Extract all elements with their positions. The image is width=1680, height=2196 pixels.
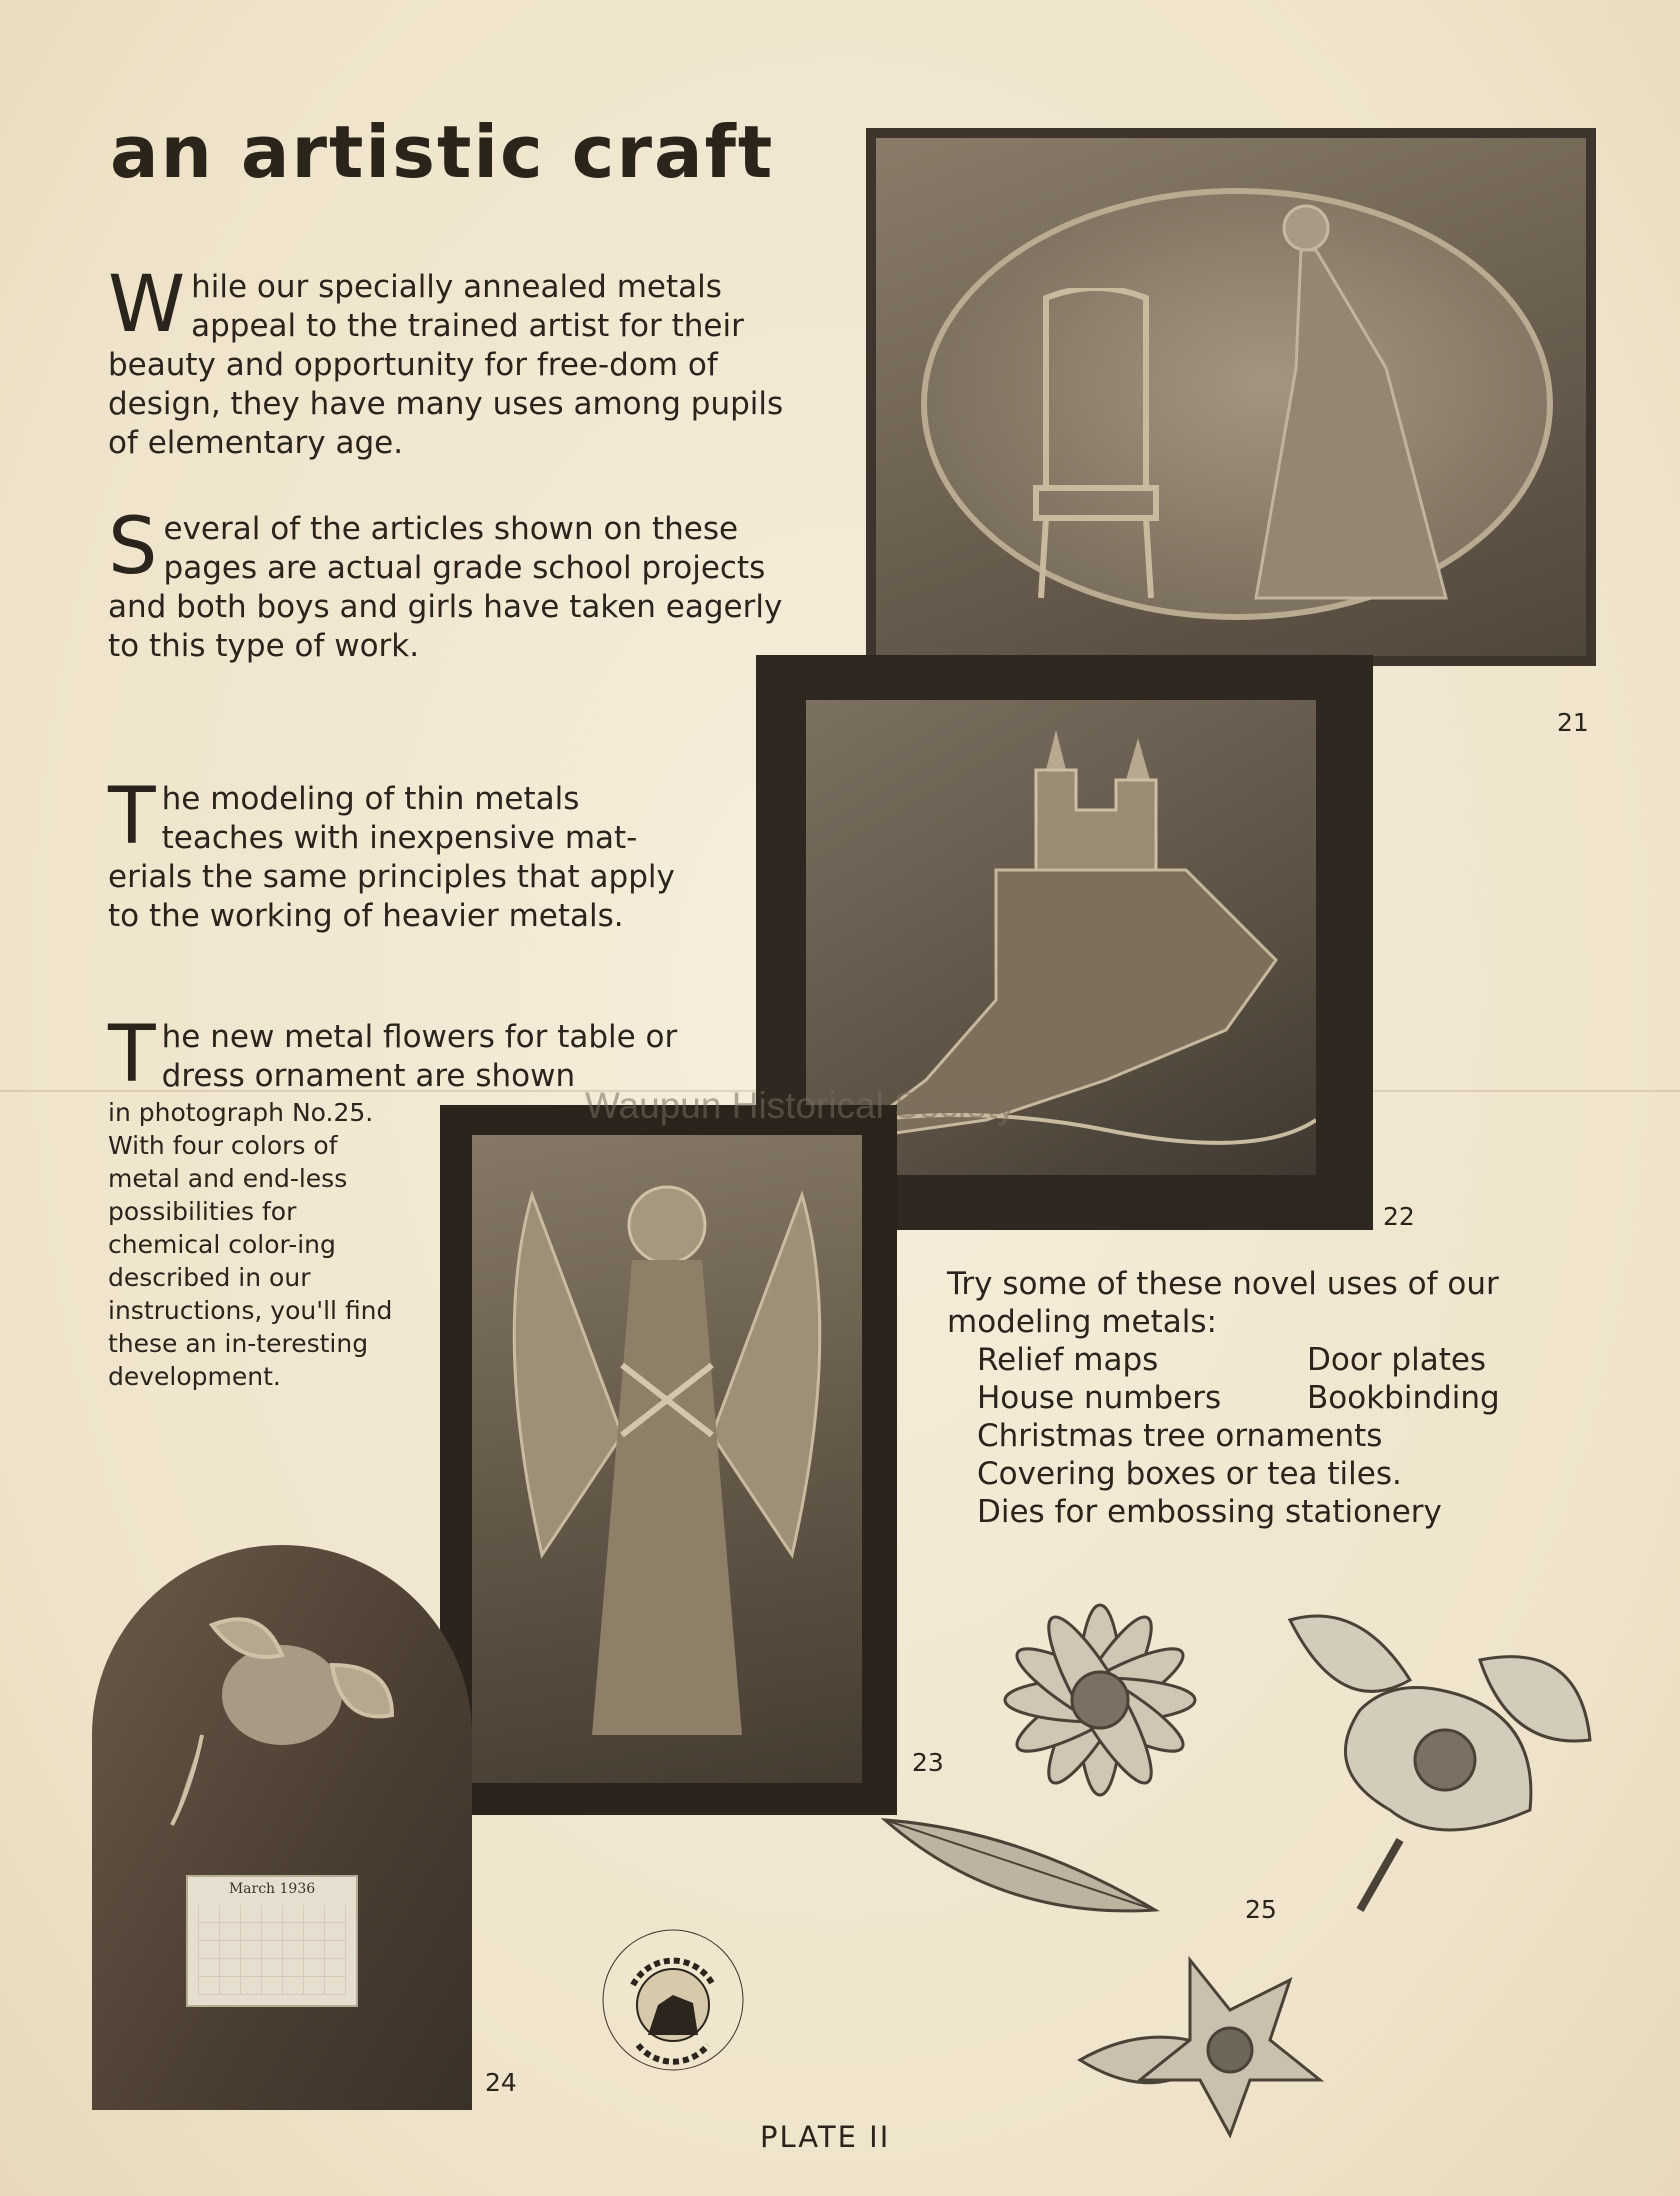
rose-ornament-icon xyxy=(152,1585,412,1845)
paragraph-text: everal of the articles shown on these pages are actual grade school projects and both boys and girls have taken eagerly to this type of work. xyxy=(108,511,783,664)
photo-number-23: 23 xyxy=(912,1748,944,1777)
plate-label: PLATE II xyxy=(760,2120,891,2154)
lady-figure-relief xyxy=(1246,198,1466,618)
use-item: Covering boxes or tea tiles. xyxy=(977,1456,1402,1492)
paragraph-3 xyxy=(108,772,708,936)
small-flower-icon xyxy=(1070,1940,1370,2140)
paragraph-text: hile our specially annealed metals appeal to the trained artist for their beauty and opportunity for free-dom of design, they have many uses among pupils of elementary age. xyxy=(108,269,784,461)
rose-flower-icon xyxy=(1280,1600,1600,1920)
photo-number-21: 21 xyxy=(1557,708,1589,737)
angel-relief-panel xyxy=(472,1135,862,1783)
paragraph-1 xyxy=(108,260,808,463)
photo-24-calendar-plaque xyxy=(92,1545,472,2110)
daisy-flower-icon xyxy=(970,1590,1230,1820)
calendar-title: March 1936 xyxy=(228,1881,316,1897)
paragraph-2 xyxy=(108,502,808,666)
calendar-grid xyxy=(198,1905,346,1995)
photo-number-22: 22 xyxy=(1383,1202,1415,1231)
paragraph-text-narrow: in photograph No.25. With four colors of metal and end-less possibilities for chemical color-ing described in our instructions, you'll find these an in-teresting development. xyxy=(108,1098,393,1391)
watermark: Waupun Historical Society xyxy=(585,1085,1016,1126)
novel-uses-list xyxy=(947,1265,1587,1531)
metal-leaf-icon xyxy=(880,1810,1160,1920)
paragraph-text: he modeling of thin metals teaches with inexpensive mat-erials the same principles that apply to the working of heavier metals. xyxy=(108,781,675,934)
angel-figure-icon xyxy=(472,1135,862,1783)
drop-cap: T xyxy=(108,772,156,862)
uses-heading: Try some of these novel uses of our modeling metals: xyxy=(947,1266,1499,1340)
photo-21-oval-relief xyxy=(866,128,1596,666)
use-item: House numbers xyxy=(977,1380,1222,1416)
use-item: Bookbinding xyxy=(1307,1380,1500,1416)
drop-cap: T xyxy=(108,1010,156,1100)
use-item: Relief maps xyxy=(977,1342,1159,1378)
world-famous-statue-seal xyxy=(598,1925,748,2075)
uses-items xyxy=(977,1341,1587,1531)
use-item: Door plates xyxy=(1307,1342,1487,1378)
paragraph-text: he new metal flowers for table or dress ornament are shown xyxy=(161,1019,678,1094)
drop-cap: S xyxy=(108,502,158,592)
photo-number-25: 25 xyxy=(1245,1895,1277,1924)
page-title: an artistic craft xyxy=(110,110,775,194)
use-item: Dies for embossing stationery xyxy=(977,1494,1442,1530)
calendar-pad xyxy=(186,1875,358,2007)
use-item: Christmas tree ornaments xyxy=(977,1418,1383,1454)
chair-relief xyxy=(1026,288,1166,608)
photo-23-angel-relief xyxy=(440,1105,897,1815)
drop-cap: W xyxy=(108,260,186,350)
photo-number-24: 24 xyxy=(485,2068,517,2097)
